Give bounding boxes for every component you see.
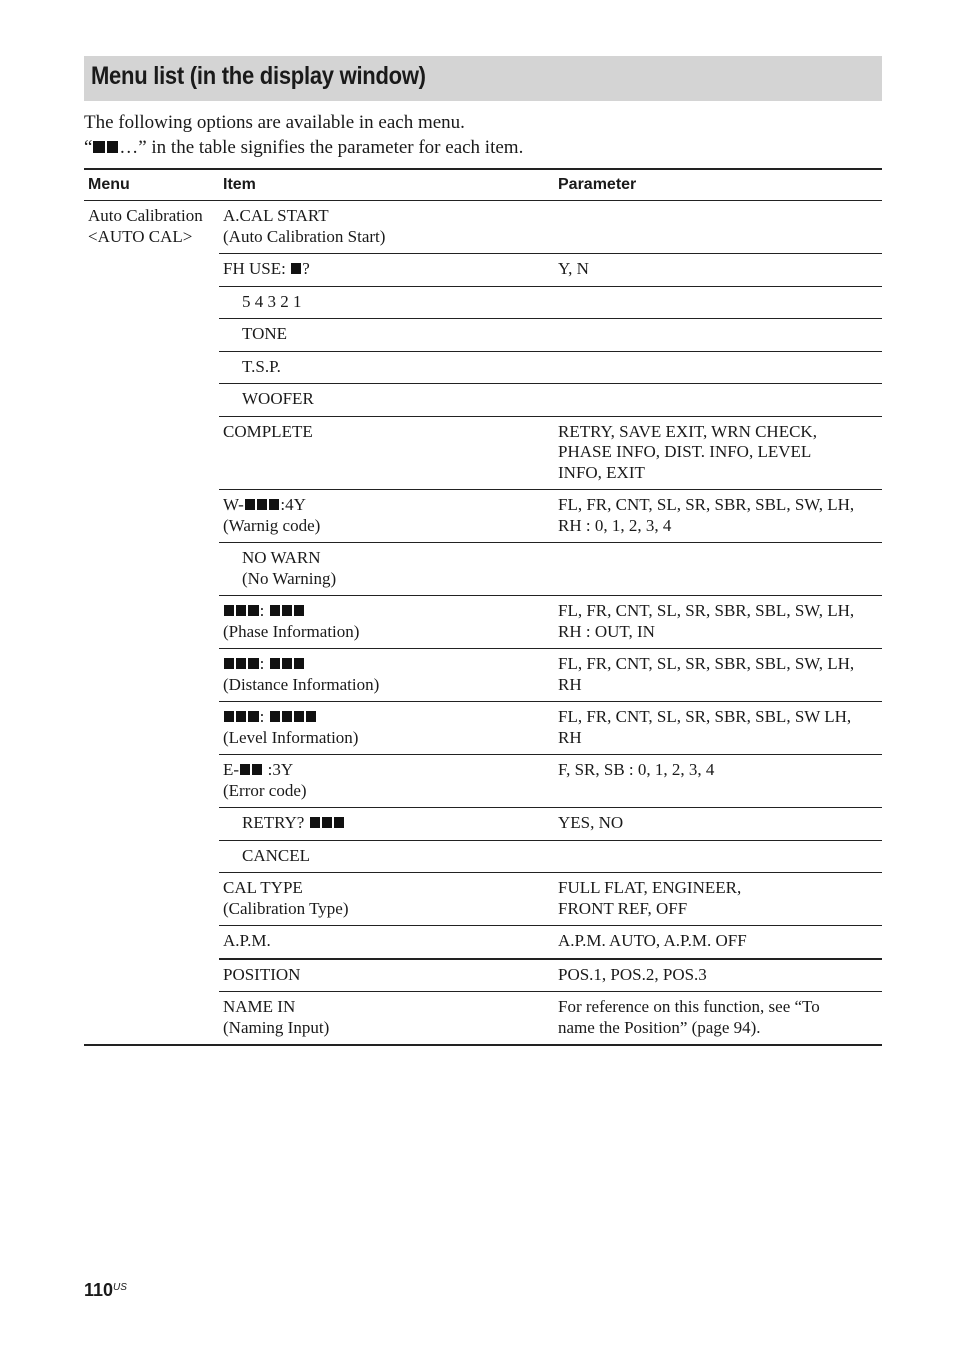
item-line <box>223 622 550 643</box>
parameter-cell <box>554 702 882 755</box>
item-text: (Error code) <box>223 780 307 800</box>
intro-line-1: The following options are available in each menu. <box>84 112 465 133</box>
item-text: (No Warning) <box>242 568 337 588</box>
parameter-cell <box>554 384 882 417</box>
item-text: NO WARN <box>242 548 321 567</box>
placeholder-square-icon <box>294 605 304 615</box>
section-heading: Menu list (in the display window) <box>91 62 426 90</box>
item-text: T.S.P. <box>242 356 281 376</box>
item-cell <box>219 543 554 596</box>
parameter-cell <box>554 755 882 808</box>
item-text: 5 4 3 2 1 <box>242 291 302 311</box>
item-line <box>242 292 550 313</box>
page-region-suffix: US <box>113 1282 127 1293</box>
parameter-line: PHASE INFO, DIST. INFO, LEVEL <box>558 442 812 461</box>
item-line <box>242 813 550 834</box>
item-cell <box>219 702 554 755</box>
item-cell <box>219 416 554 490</box>
item-text: CAL TYPE <box>223 878 303 897</box>
menu-name: Auto Calibration <box>88 206 203 225</box>
placeholder-square-icon <box>236 605 246 615</box>
item-text: (Distance Information) <box>223 674 380 694</box>
parameter-line: RH : OUT, IN <box>558 621 655 641</box>
placeholder-square-icon <box>334 817 344 827</box>
item-text: :4Y <box>280 495 306 514</box>
item-line <box>223 728 550 749</box>
item-line <box>223 206 550 227</box>
parameter-cell <box>554 873 882 926</box>
item-text: : <box>259 601 269 620</box>
item-line <box>242 569 550 590</box>
parameter-cell <box>554 319 882 352</box>
placeholder-square-icon <box>282 605 292 615</box>
placeholder-square-icon <box>245 499 255 509</box>
placeholder-square-icon <box>306 711 316 721</box>
item-cell <box>219 926 554 959</box>
item-text: CANCEL <box>242 845 310 865</box>
item-text: : <box>259 654 269 673</box>
item-text: ? <box>302 259 310 278</box>
intro-line-2 <box>84 135 523 160</box>
item-cell <box>219 286 554 319</box>
parameter-line: RH : 0, 1, 2, 3, 4 <box>558 515 672 535</box>
item-line <box>242 846 550 867</box>
parameter-line: POS.1, POS.2, POS.3 <box>558 964 707 984</box>
menu-list-table <box>84 168 882 1046</box>
parameter-line: FRONT REF, OFF <box>558 898 688 918</box>
open-quote: “ <box>84 137 93 158</box>
placeholder-square-icon <box>270 711 280 721</box>
item-cell <box>219 808 554 841</box>
placeholder-square-icon <box>269 499 279 509</box>
item-text: (Auto Calibration Start) <box>223 226 386 246</box>
placeholder-square-icon <box>248 658 258 668</box>
item-cell <box>219 992 554 1046</box>
item-line <box>223 707 550 728</box>
placeholder-square-icon <box>236 658 246 668</box>
placeholder-square-icon <box>270 658 280 668</box>
table-row <box>84 201 882 254</box>
page-number <box>84 1280 127 1301</box>
item-text: NAME IN <box>223 997 296 1016</box>
item-cell <box>219 490 554 543</box>
placeholder-square-icon <box>248 605 258 615</box>
header-item: Item <box>219 169 554 201</box>
parameter-cell <box>554 543 882 596</box>
placeholder-square-icon <box>224 605 234 615</box>
item-line <box>223 675 550 696</box>
item-text: W- <box>223 495 244 514</box>
parameter-line: Y, N <box>558 259 589 278</box>
item-text: COMPLETE <box>223 421 313 441</box>
item-cell <box>219 596 554 649</box>
placeholder-square-icon <box>252 764 262 774</box>
item-line <box>223 259 550 280</box>
item-text: RETRY? <box>242 813 309 832</box>
parameter-cell <box>554 808 882 841</box>
placeholder-square-icon <box>270 605 280 615</box>
parameter-cell <box>554 351 882 384</box>
item-text: FH USE: <box>223 259 291 278</box>
intro-text <box>84 110 523 160</box>
item-cell <box>219 351 554 384</box>
item-line <box>223 965 550 986</box>
item-text: TONE <box>242 324 288 343</box>
item-cell <box>219 755 554 808</box>
parameter-line: For reference on this function, see “To <box>558 997 820 1016</box>
placeholder-square-icon <box>224 711 234 721</box>
placeholder-square-icon <box>257 499 267 509</box>
header-parameter: Parameter <box>554 169 882 201</box>
parameter-cell <box>554 490 882 543</box>
item-text: (Calibration Type) <box>223 898 349 918</box>
parameter-line: RH <box>558 674 582 694</box>
item-cell <box>219 649 554 702</box>
parameter-line: A.P.M. AUTO, A.P.M. OFF <box>558 931 747 950</box>
parameter-cell <box>554 201 882 254</box>
placeholder-square-icon <box>291 263 301 273</box>
parameter-cell <box>554 959 882 992</box>
item-text: A.CAL START <box>223 206 329 225</box>
parameter-line: RETRY, SAVE EXIT, WRN CHECK, <box>558 421 817 441</box>
item-cell <box>219 384 554 417</box>
item-text: : <box>259 707 269 726</box>
item-line <box>223 760 550 781</box>
placeholder-square-icon <box>310 817 320 827</box>
item-text: (Naming Input) <box>223 1017 330 1037</box>
parameter-line: FL, FR, CNT, SL, SR, SBR, SBL, SW, LH, <box>558 601 855 620</box>
item-line <box>223 601 550 622</box>
item-text: :3Y <box>263 760 294 779</box>
parameter-line: name the Position” (page 94). <box>558 1017 761 1037</box>
item-text: (Warnig code) <box>223 515 321 535</box>
parameter-line: FL, FR, CNT, SL, SR, SBR, SBL, SW, LH, <box>558 654 855 673</box>
placeholder-square-icon <box>294 711 304 721</box>
item-line <box>223 495 550 516</box>
item-line <box>223 931 550 952</box>
item-text: A.P.M. <box>223 931 271 950</box>
placeholder-square-icon <box>236 711 246 721</box>
parameter-line: FL, FR, CNT, SL, SR, SBR, SBL, SW, LH, <box>558 495 855 514</box>
section-heading-bar <box>84 56 882 101</box>
intro-line-2-text: …” in the table signifies the parameter for each item. <box>119 137 524 158</box>
item-line <box>223 227 550 248</box>
item-text: E- <box>223 760 240 779</box>
placeholder-square-icon <box>282 711 292 721</box>
placeholder-square-icon <box>224 658 234 668</box>
item-line <box>223 781 550 802</box>
item-cell <box>219 254 554 287</box>
parameter-cell <box>554 286 882 319</box>
placeholder-square-icon <box>107 141 118 152</box>
item-cell <box>219 959 554 992</box>
item-line <box>223 422 550 443</box>
item-line <box>242 324 550 345</box>
item-cell <box>219 319 554 352</box>
parameter-cell <box>554 840 882 873</box>
item-cell <box>219 873 554 926</box>
item-cell <box>219 840 554 873</box>
parameter-line: YES, NO <box>558 813 624 832</box>
menu-cell <box>84 201 219 1046</box>
header-menu: Menu <box>84 169 219 201</box>
parameter-line: F, SR, SB : 0, 1, 2, 3, 4 <box>558 760 715 779</box>
placeholder-square-icon <box>282 658 292 668</box>
item-line <box>242 357 550 378</box>
item-line <box>223 1018 550 1039</box>
table-header-row <box>84 169 882 201</box>
item-line <box>223 997 550 1018</box>
item-text: (Level Information) <box>223 727 359 747</box>
item-line <box>223 654 550 675</box>
placeholder-square-icon <box>294 658 304 668</box>
item-line <box>223 878 550 899</box>
item-text: POSITION <box>223 964 301 984</box>
parameter-cell <box>554 649 882 702</box>
placeholder-square-icon <box>248 711 258 721</box>
parameter-cell <box>554 992 882 1046</box>
placeholder-square-icon <box>240 764 250 774</box>
parameter-line: INFO, EXIT <box>558 462 645 482</box>
menu-code: <AUTO CAL> <box>88 226 193 246</box>
item-line <box>223 899 550 920</box>
parameter-line: FL, FR, CNT, SL, SR, SBR, SBL, SW LH, <box>558 707 852 726</box>
parameter-cell <box>554 596 882 649</box>
parameter-line: FULL FLAT, ENGINEER, <box>558 878 742 897</box>
parameter-cell <box>554 254 882 287</box>
placeholder-square-icon <box>93 141 104 152</box>
page-number-value: 110 <box>84 1280 114 1300</box>
parameter-cell <box>554 416 882 490</box>
item-text: (Phase Information) <box>223 621 360 641</box>
item-line <box>242 389 550 410</box>
parameter-line: RH <box>558 727 582 747</box>
item-line <box>242 548 550 569</box>
item-text: WOOFER <box>242 389 314 408</box>
item-line <box>223 516 550 537</box>
item-cell <box>219 201 554 254</box>
placeholder-square-icon <box>322 817 332 827</box>
table-body <box>84 201 882 1046</box>
parameter-cell <box>554 926 882 959</box>
